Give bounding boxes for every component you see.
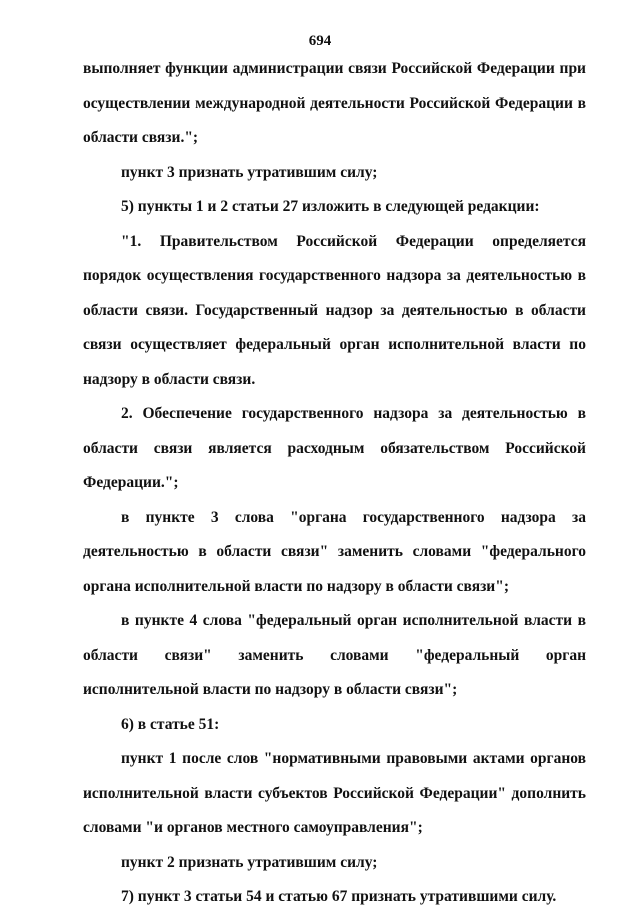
paragraph: в пункте 4 слова "федеральный орган исполнительной власти в области связи" заменить словами "федеральный орган исполнительной власти по надзору в области связи";: [83, 612, 586, 698]
paragraph: 2. Обеспечение государственного надзора за деятельностью в области связи является расходным обязательством Российской Федерации.";: [83, 405, 586, 491]
paragraph: пункт 2 признать утратившим силу;: [121, 853, 378, 871]
paragraph-continuation: выполняет функции администрации связи Российской Федерации при осуществлении международной деятельности Российской Федерации в области связи.";: [83, 60, 586, 146]
page-number: 694: [308, 33, 332, 49]
paragraph: пункт 3 признать утратившим силу;: [121, 163, 378, 181]
paragraph: в пункте 3 слова "органа государственного надзора за деятельностью в области связи" заменить словами "федерального органа исполнительной власти по надзору в области связи";: [83, 508, 586, 595]
paragraph: пункт 1 после слов "нормативными правовыми актами органов исполнительной власти субъектов Российской Федерации" дополнить словами "и органов местного самоуправления";: [83, 750, 586, 836]
document-body: [83, 52, 586, 915]
paragraph: 5) пункты 1 и 2 статьи 27 изложить в следующей редакции:: [121, 198, 540, 215]
paragraph: 7) пункт 3 статьи 54 и статью 67 признать утратившими силу.: [121, 888, 557, 905]
paragraph: 6) в статье 51:: [121, 715, 220, 733]
paragraph: "1. Правительством Российской Федерации определяется порядок осуществления государственного надзора за деятельностью в области связи. Государственный надзор за деятельностью в области связи осуществляет федеральный орган исполнительной власти по надзору в области связи.: [83, 232, 586, 388]
